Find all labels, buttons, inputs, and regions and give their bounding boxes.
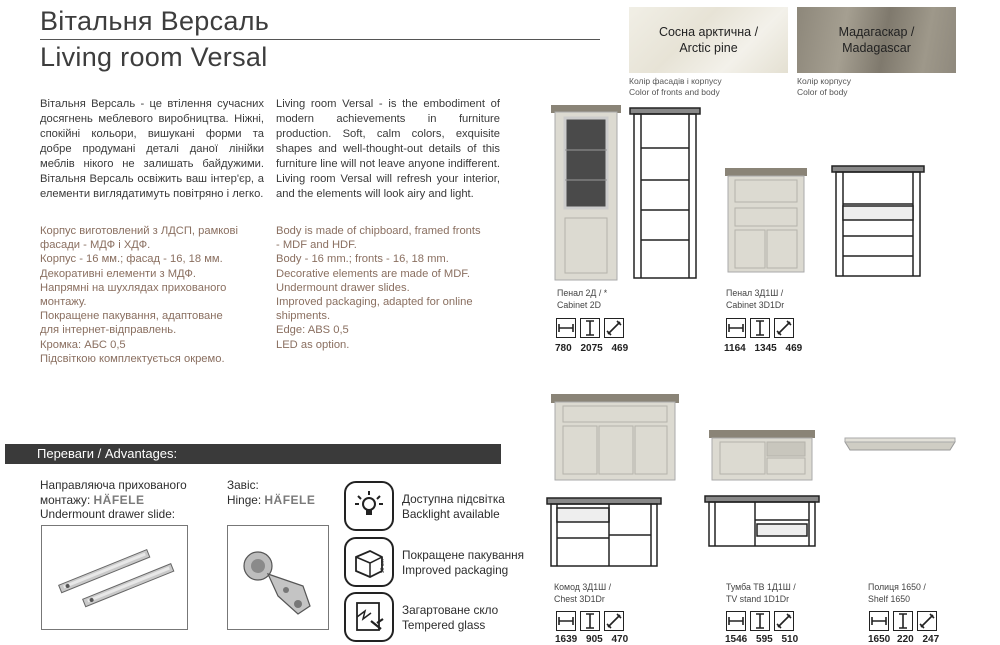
specs-ua [40, 224, 238, 366]
chest-render [551, 394, 679, 480]
swatch-note-ua: Колір фасадів і корпусу [629, 76, 722, 86]
hinge-line: Завіс: [227, 478, 259, 492]
feature-ua: Загартоване скло [402, 603, 499, 617]
swatch-note [629, 76, 722, 98]
dims-icons-tv-stand [726, 611, 794, 631]
spec-line: фасади - МДФ і ХДФ. [40, 239, 151, 252]
spec-line: Кромка: АБС 0,5 [40, 338, 126, 351]
spec-line: Decorative elements are made of MDF. [276, 267, 470, 280]
dim-height: 1345 [754, 343, 777, 354]
cabinet-3d1dr-lineart [832, 166, 924, 276]
feature-glass [402, 603, 498, 632]
dims-icons-cabinet-2d [556, 318, 624, 338]
depth-icon [917, 611, 937, 631]
caption-ua: Комод 3Д1Ш / [554, 582, 612, 592]
dims-cabinet-3d1dr [724, 343, 802, 354]
slide-description [40, 478, 187, 522]
width-icon [869, 611, 889, 631]
height-icon [893, 611, 913, 631]
spec-line: - MDF and HDF. [276, 239, 357, 252]
chest-lineart [547, 498, 661, 566]
spec-line: монтажу. [40, 296, 87, 309]
spec-line: Корпус виготовлений з ЛДСП, рамкові [40, 225, 238, 237]
advantages-header: Переваги / Advantages: [37, 446, 178, 461]
dim-depth: 510 [781, 634, 799, 645]
spec-line: Body is made of chipboard, framed fronts [276, 225, 481, 237]
dim-height: 220 [897, 634, 914, 645]
title-divider [40, 39, 600, 40]
depth-icon [604, 318, 624, 338]
dims-cabinet-2d [555, 343, 628, 354]
slide-line: монтажу: [40, 492, 91, 507]
spec-line: LED as option. [276, 338, 350, 351]
spec-line: Покращене пакування, адаптоване [40, 310, 223, 323]
hafele-logo: HÄFELE [264, 492, 316, 507]
shelf-render [845, 438, 955, 450]
depth-icon [774, 611, 794, 631]
pack-dim-label: 90 cm [380, 559, 386, 573]
cabinets-drawing [545, 100, 965, 290]
swatch-note-en: Color of body [797, 87, 848, 97]
dims-icons-shelf [869, 611, 937, 631]
hafele-logo: HÄFELE [93, 492, 145, 507]
cabinet-2d-render [551, 105, 621, 280]
dims-icons-chest [556, 611, 624, 631]
slide-line: Направляюча прихованого [40, 478, 187, 492]
depth-icon [774, 318, 794, 338]
swatch-label: Madagascar [842, 41, 911, 55]
tv-stand-lineart [705, 496, 819, 546]
dim-height: 905 [586, 634, 603, 645]
dims-tv-stand [725, 634, 798, 645]
swatch-label: Сосна арктична / [658, 25, 759, 39]
dim-width: 780 [555, 343, 572, 354]
caption-tv-stand [726, 582, 796, 605]
title-ua: Вітальня Версаль [40, 6, 270, 36]
backlight-icon [344, 481, 394, 531]
feature-packaging [402, 548, 524, 577]
dim-depth: 469 [785, 343, 803, 354]
caption-ua: Тумба ТВ 1Д1Ш / [726, 582, 796, 592]
spec-line: shipments. [276, 310, 331, 323]
caption-ua: Пенал 2Д / * [557, 288, 608, 298]
height-icon [580, 318, 600, 338]
height-icon [750, 611, 770, 631]
feature-ua: Доступна підсвітка [402, 492, 505, 506]
slide-line: Undermount drawer slide: [40, 507, 176, 521]
intro-en: Living room Versal - is the embodiment of modern achievements in furniture production. Soft, calm colors, exquisite shapes and well-thought-out details of this furniture line will not leave anyone indifferent. Living room Versal will refresh your interior, and the elements will look airy and light. [276, 98, 500, 200]
hinge-description [227, 478, 315, 507]
caption-ua: Полиця 1650 / [868, 582, 926, 592]
dim-width: 1164 [724, 343, 746, 354]
dim-width: 1639 [555, 634, 578, 645]
spec-line: Improved packaging, adapted for online [276, 296, 473, 309]
spec-line: для інтернет-відправлень. [40, 324, 177, 337]
dim-height: 2075 [580, 343, 603, 354]
dim-depth: 247 [922, 634, 940, 645]
swatch-note-ua: Колір корпусу [797, 76, 851, 86]
caption-chest [554, 582, 611, 605]
caption-cabinet-3d1dr [726, 288, 784, 311]
feature-en: Improved packaging [402, 562, 509, 577]
dim-width: 1546 [725, 634, 748, 645]
width-icon [556, 318, 576, 338]
dims-icons-cabinet-3d1dr [726, 318, 794, 338]
swatch-label: Мадагаскар / [838, 25, 915, 39]
swatch-note-en: Color of fronts and body [629, 87, 720, 97]
width-icon [556, 611, 576, 631]
hinge-image [227, 525, 329, 630]
depth-icon [604, 611, 624, 631]
tempered-glass-icon [344, 592, 394, 642]
caption-en: Chest 3D1Dr [554, 593, 605, 604]
specs-en [276, 224, 481, 352]
caption-cabinet-2d [557, 288, 607, 311]
caption-en: Cabinet 2D [557, 299, 602, 310]
dims-chest [555, 634, 628, 645]
spec-line: Undermount drawer slides. [276, 281, 410, 294]
swatch-label: Arctic pine [679, 41, 738, 55]
cabinet-2d-lineart [630, 108, 700, 278]
dim-depth: 469 [611, 343, 629, 354]
dim-width: 1650 [868, 634, 891, 645]
tv-stand-render [709, 430, 815, 480]
caption-en: TV stand 1D1Dr [726, 593, 790, 604]
packaging-icon [344, 537, 394, 587]
hinge-line: Hinge: [227, 492, 262, 507]
dim-height: 595 [756, 634, 773, 645]
width-icon [726, 611, 746, 631]
spec-line: Edge: ABS 0,5 [276, 324, 349, 337]
height-icon [750, 318, 770, 338]
feature-backlight [402, 492, 505, 521]
caption-en: Shelf 1650 [868, 593, 911, 604]
caption-en: Cabinet 3D1Dr [726, 299, 785, 310]
advantages-header-bar [5, 444, 501, 464]
cabinet-3d1dr-render [725, 168, 807, 272]
feature-ua: Покращене пакування [402, 548, 525, 562]
spec-line: Напрямні на шухлядах прихованого [40, 281, 227, 294]
intro-ua: Вітальня Версаль - це втілення сучасних досягнень меблевого виробництва. Ніжні, спокійні кольори, вишукані форми та добре продумані деталі даної лінійки меблів нікого не залишать байдужими. Вітальня Версаль освіжить ваш інтер'єр, а елементи виглядатимуть повітряно і легко. [40, 98, 264, 200]
feature-en: Backlight available [402, 506, 500, 521]
chest-tv-shelf-drawing [545, 390, 965, 580]
spec-line: Підсвіткою комплектується окремо. [40, 352, 225, 365]
spec-line: Декоративні елементи з МДФ. [40, 267, 197, 280]
swatch-note [797, 76, 851, 98]
dim-depth: 470 [611, 634, 629, 645]
caption-ua: Пенал 3Д1Ш / [726, 288, 784, 298]
dims-shelf [868, 634, 939, 645]
swatch-madagascar [797, 7, 956, 73]
caption-shelf [868, 582, 926, 605]
spec-line: Корпус - 16 мм.; фасад - 16, 18 мм. [40, 253, 223, 266]
width-icon [726, 318, 746, 338]
spec-line: Body - 16 mm.; fronts - 16, 18 mm. [276, 253, 449, 266]
title-en: Living room Versal [40, 42, 268, 72]
swatch-arctic-pine [629, 7, 788, 73]
drawer-slide-image [41, 525, 188, 630]
height-icon [580, 611, 600, 631]
feature-en: Tempered glass [402, 617, 486, 632]
